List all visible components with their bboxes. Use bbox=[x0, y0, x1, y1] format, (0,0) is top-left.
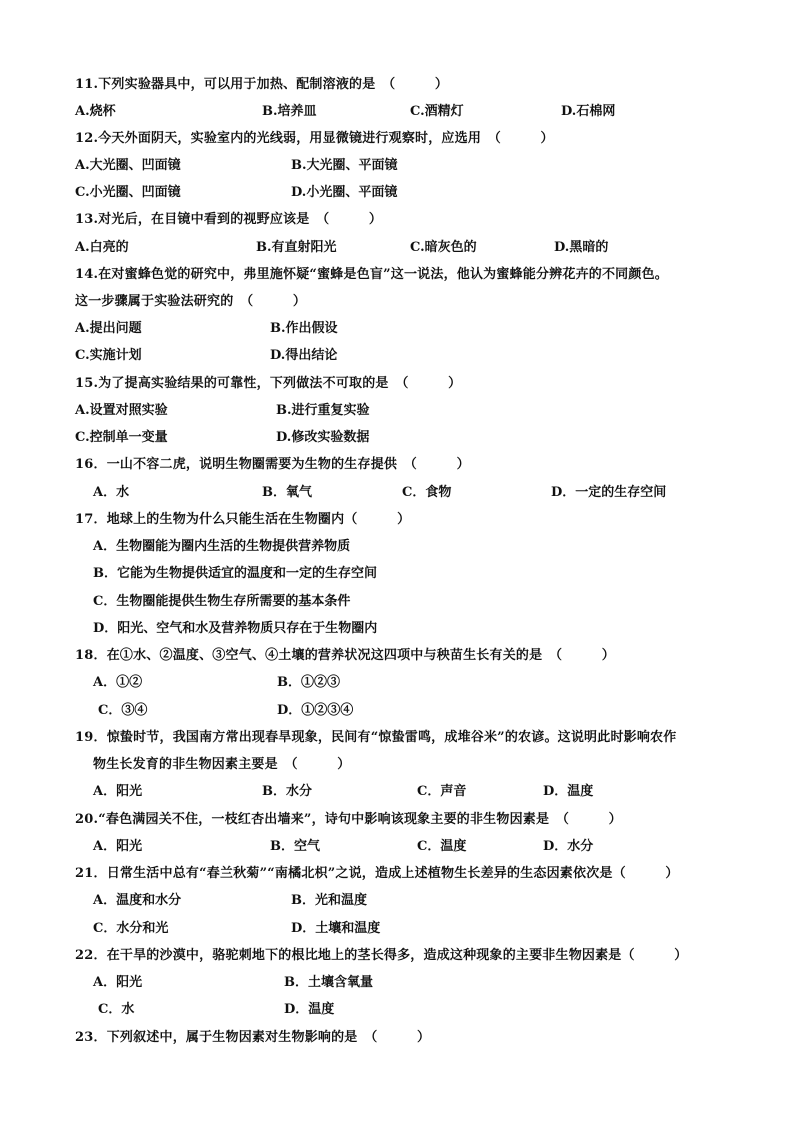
q15-option-a: A.设置对照实验 bbox=[75, 403, 168, 418]
question-21-stem: 21．日常生活中总有“春兰秋菊”“南橘北枳”之说，造成上述植物生长差异的生态因素依次是（ ） bbox=[75, 866, 679, 881]
q21-option-c: C．水分和光 bbox=[93, 921, 169, 936]
question-11-stem: 11.下列实验器具中，可以用于加热、配制溶液的是 （ ） bbox=[75, 77, 449, 92]
q19-option-a: A．阳光 bbox=[93, 784, 143, 799]
q18-option-a: A．①② bbox=[93, 675, 143, 690]
q14-option-b: B.作出假设 bbox=[270, 321, 338, 336]
q17-option-c: C．生物圈能提供生物生存所需要的基本条件 bbox=[93, 594, 351, 609]
q20-option-c: C．温度 bbox=[417, 839, 467, 854]
q22-option-d: D．温度 bbox=[284, 1002, 335, 1017]
question-22-stem: 22．在干旱的沙漠中，骆驼刺地下的根比地上的茎长得多，造成这种现象的主要非生物因素是（ ） bbox=[75, 948, 688, 963]
q22-option-b: B．土壤含氧量 bbox=[284, 975, 373, 990]
q17-option-b: B．它能为生物提供适宜的温度和一定的生存空间 bbox=[93, 566, 377, 581]
q12-option-a: A.大光圈、凹面镜 bbox=[75, 158, 181, 173]
question-17-stem: 17．地球上的生物为什么只能生活在生物圈内（ ） bbox=[75, 512, 411, 527]
q22-option-c: C．水 bbox=[98, 1002, 135, 1017]
question-13-stem: 13.对光后，在目镜中看到的视野应该是 （ ） bbox=[75, 212, 383, 227]
q11-option-c: C.酒精灯 bbox=[410, 104, 464, 119]
q22-option-a: A．阳光 bbox=[93, 975, 143, 990]
q20-option-d: D．水分 bbox=[543, 839, 594, 854]
q11-option-b: B.培养皿 bbox=[262, 104, 317, 119]
q12-option-d: D.小光圈、平面镜 bbox=[291, 185, 398, 200]
q16-option-a: A．水 bbox=[93, 485, 130, 500]
q18-option-c: C．③④ bbox=[98, 703, 148, 718]
q14-option-a: A.提出问题 bbox=[75, 321, 142, 336]
question-14-stem-line1: 14.在对蜜蜂色觉的研究中，弗里施怀疑“蜜蜂是色盲”这一说法，他认为蜜蜂能分辨花卉的不同颜色。 bbox=[75, 267, 668, 282]
q16-option-b: B．氧气 bbox=[262, 485, 312, 500]
q17-option-a: A．生物圈能为圈内生活的生物提供营养物质 bbox=[93, 539, 351, 554]
q11-option-a: A.烧杯 bbox=[75, 104, 116, 119]
question-14-stem-line2: 这一步骤属于实验法研究的 （ ） bbox=[75, 294, 307, 309]
question-16-stem: 16．一山不容二虎，说明生物圈需要为生物的生存提供 （ ） bbox=[75, 457, 470, 472]
q13-option-c: C.暗灰色的 bbox=[410, 240, 477, 255]
q20-option-b: B．空气 bbox=[270, 839, 320, 854]
q15-option-b: B.进行重复实验 bbox=[276, 403, 370, 418]
q14-option-d: D.得出结论 bbox=[270, 348, 338, 363]
q13-option-d: D.黑暗的 bbox=[554, 240, 609, 255]
q19-option-c: C．声音 bbox=[417, 784, 467, 799]
question-23-stem: 23．下列叙述中，属于生物因素对生物影响的是 （ ） bbox=[75, 1030, 431, 1045]
q16-option-c: C．食物 bbox=[402, 485, 452, 500]
q12-option-b: B.大光圈、平面镜 bbox=[291, 158, 398, 173]
q19-option-d: D．温度 bbox=[543, 784, 594, 799]
q18-option-d: D．①②③④ bbox=[277, 703, 354, 718]
q15-option-d: D.修改实验数据 bbox=[276, 430, 370, 445]
q16-option-d: D．一定的生存空间 bbox=[551, 485, 667, 500]
q17-option-d: D．阳光、空气和水及营养物质只存在于生物圈内 bbox=[93, 621, 378, 636]
q15-option-c: C.控制单一变量 bbox=[75, 430, 168, 445]
question-19-stem-line2: 物生长发育的非生物因素主要是 （ ） bbox=[93, 757, 351, 772]
q13-option-b: B.有直射阳光 bbox=[256, 240, 337, 255]
q13-option-a: A.白亮的 bbox=[75, 240, 129, 255]
q21-option-b: B．光和温度 bbox=[291, 893, 367, 908]
q19-option-b: B．水分 bbox=[262, 784, 312, 799]
question-18-stem: 18．在①水、②温度、③空气、④土壤的营养状况这四项中与秧苗生长有关的是 （ ） bbox=[75, 648, 615, 663]
q21-option-a: A．温度和水分 bbox=[93, 893, 182, 908]
question-20-stem: 20.“春色满园关不住，一枝红杏出墙来”，诗句中影响该现象主要的非生物因素是 （ ） bbox=[75, 812, 622, 827]
q18-option-b: B．①②③ bbox=[277, 675, 340, 690]
q12-option-c: C.小光圈、凹面镜 bbox=[75, 185, 181, 200]
question-12-stem: 12.今天外面阴天，实验室内的光线弱，用显微镜进行观察时，应选用 （ ） bbox=[75, 131, 554, 146]
q20-option-a: A．阳光 bbox=[93, 839, 143, 854]
q14-option-c: C.实施计划 bbox=[75, 348, 142, 363]
q21-option-d: D．土壤和温度 bbox=[291, 921, 381, 936]
question-19-stem-line1: 19．惊蛰时节，我国南方常出现春旱现象，民间有“惊蛰雷鸣，成堆谷米”的农谚。这说明此时影响农作 bbox=[75, 730, 677, 745]
q11-option-d: D.石棉网 bbox=[561, 104, 616, 119]
question-15-stem: 15.为了提高实验结果的可靠性，下列做法不可取的是 （ ） bbox=[75, 376, 462, 391]
